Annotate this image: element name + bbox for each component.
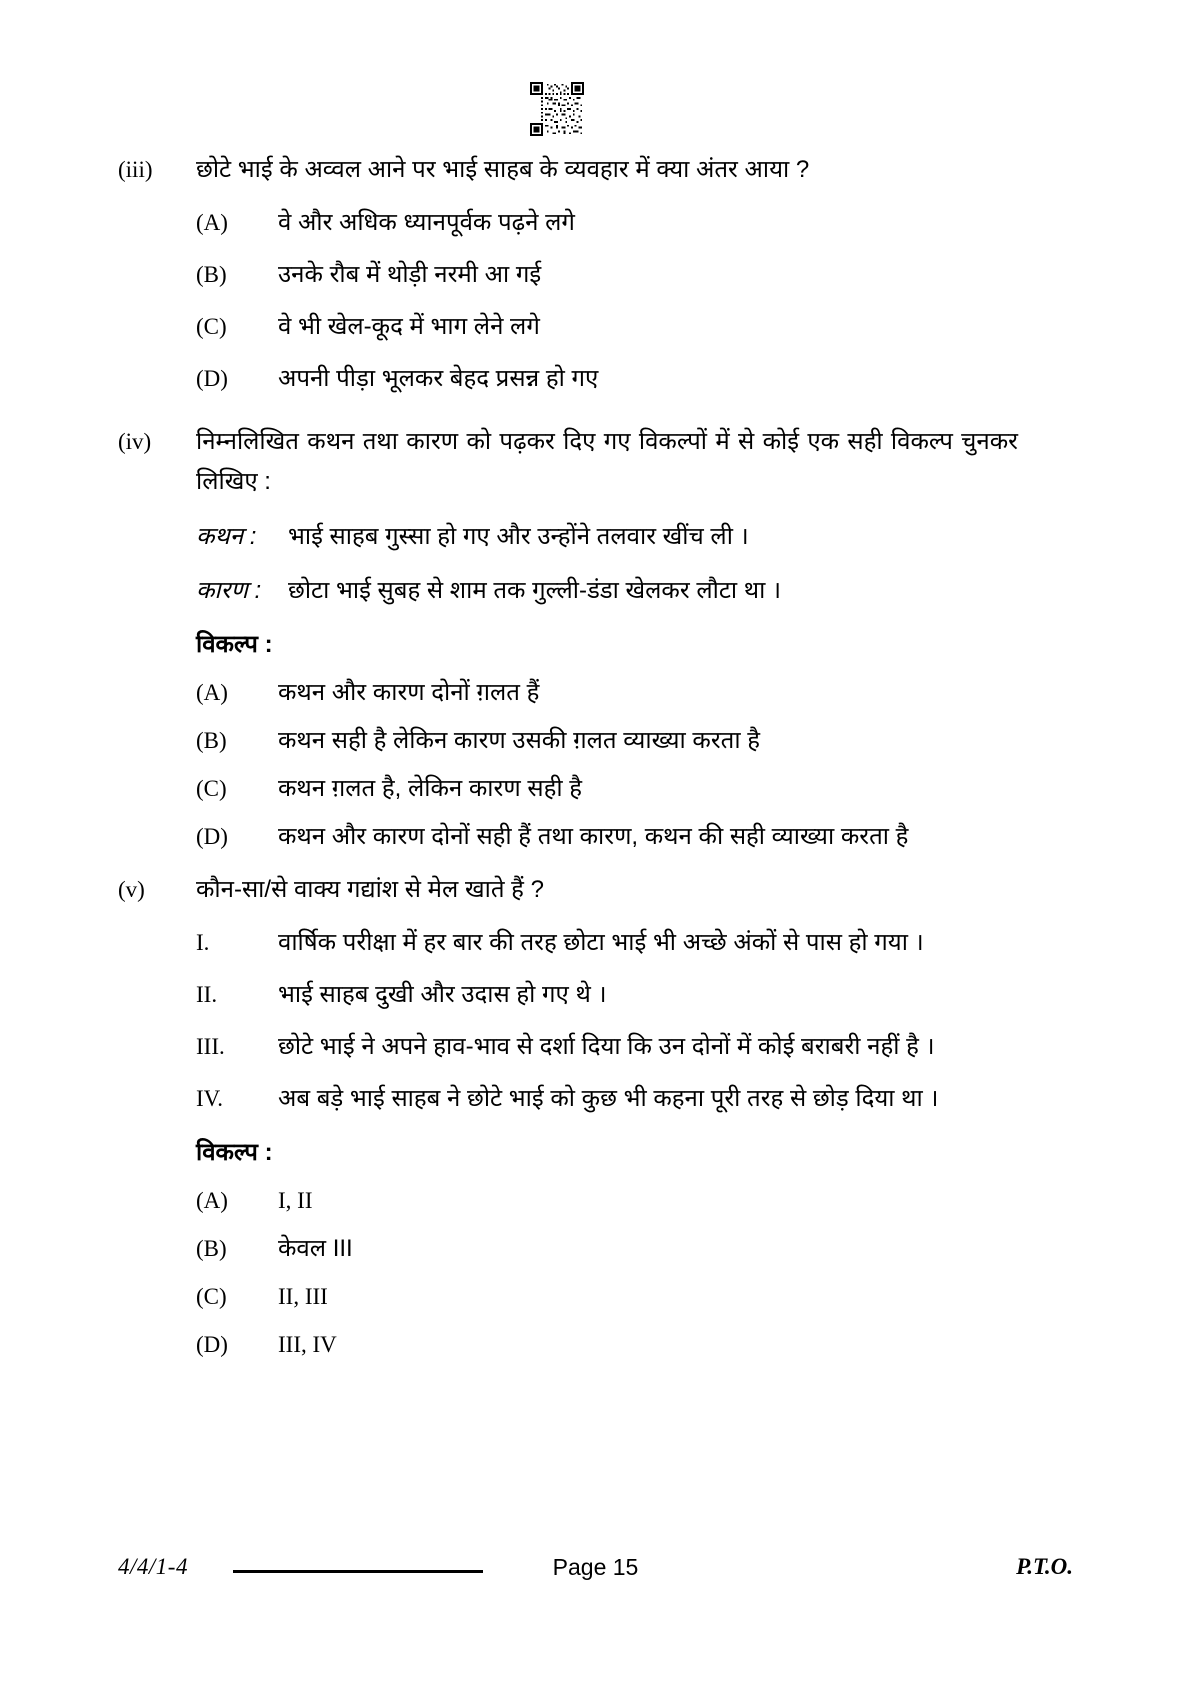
option-text: केवल III [278, 1235, 353, 1262]
question-text-iv: निम्नलिखित कथन तथा कारण को पढ़कर दिए गए विकल्पों में से कोई एक सही विकल्प चुनकर लिखिए : [196, 428, 1018, 495]
option-text: कथन और कारण दोनों सही हैं तथा कारण, कथन की सही व्याख्या करता है [278, 823, 909, 850]
qr-code-icon [530, 82, 584, 136]
spacer [118, 398, 1018, 422]
option-iv-a[interactable] [196, 674, 1018, 712]
question-block-iv [118, 422, 1018, 856]
option-label: (D) [196, 366, 228, 391]
statement-label: IV. [196, 1086, 224, 1111]
options-iii [196, 204, 1018, 398]
question-block-iii [118, 150, 1018, 398]
question-text-iii: छोटे भाई के अव्वल आने पर भाई साहब के व्यवहार में क्या अंतर आया ? [196, 156, 810, 183]
option-text: अपनी पीड़ा भूलकर बेहद प्रसन्न हो गए [278, 365, 599, 392]
assertion-label: कथन : [196, 523, 257, 550]
option-label: (A) [196, 210, 228, 235]
question-stem-iv [118, 422, 1018, 502]
question-text-v: कौन-सा/से वाक्य गद्यांश से मेल खाते हैं ? [196, 876, 544, 903]
options-heading-iv: विकल्प : [196, 631, 273, 658]
option-label: (A) [196, 680, 228, 705]
options-heading-v: विकल्प : [196, 1139, 273, 1166]
reason-label: कारण : [196, 577, 262, 604]
question-block-v [118, 870, 1018, 1364]
statement-v-2 [196, 976, 1018, 1014]
statement-v-3 [196, 1028, 1018, 1066]
option-label: (A) [196, 1188, 228, 1213]
question-number-iv: (iv) [118, 429, 152, 454]
statement-v-4 [196, 1080, 1018, 1118]
option-v-c[interactable] [196, 1278, 1018, 1316]
option-label: (B) [196, 1236, 227, 1261]
statement-text: छोटे भाई ने अपने हाव-भाव से दर्शा दिया कि उन दोनों में कोई बराबरी नहीं है । [278, 1033, 935, 1060]
option-iv-c[interactable] [196, 770, 1018, 808]
statement-text: भाई साहब दुखी और उदास हो गए थे । [278, 981, 607, 1008]
spacer [118, 856, 1018, 870]
statement-label: I. [196, 930, 210, 955]
option-iv-b[interactable] [196, 722, 1018, 760]
option-iii-d[interactable] [196, 360, 1018, 398]
statement-label: III. [196, 1034, 225, 1059]
paper-code: 4/4/1-4 [118, 1554, 188, 1579]
statements-v [196, 924, 1018, 1364]
question-content [118, 150, 1018, 1364]
option-label: (C) [196, 776, 227, 801]
option-iv-d[interactable] [196, 818, 1018, 856]
assertion-text: भाई साहब गुस्सा हो गए और उन्होंने तलवार खींच ली । [288, 523, 749, 550]
pto-label: P.T.O. [1016, 1554, 1073, 1579]
statement-text: वार्षिक परीक्षा में हर बार की तरह छोटा भाई भी अच्छे अंकों से पास हो गया । [278, 929, 924, 956]
option-text: II, III [278, 1284, 328, 1309]
option-label: (D) [196, 1332, 228, 1357]
option-text: कथन सही है लेकिन कारण उसकी ग़लत व्याख्या करता है [278, 727, 760, 754]
option-text: वे भी खेल-कूद में भाग लेने लगे [278, 313, 540, 340]
option-text: III, IV [278, 1332, 337, 1357]
option-text: वे और अधिक ध्यानपूर्वक पढ़ने लगे [278, 209, 575, 236]
question-stem-iii [118, 150, 1018, 190]
assertion-row [196, 518, 1018, 556]
option-iii-b[interactable] [196, 256, 1018, 294]
statement-v-1 [196, 924, 1018, 962]
option-text: कथन ग़लत है, लेकिन कारण सही है [278, 775, 582, 802]
page-footer [118, 1552, 1073, 1592]
option-text: उनके रौब में थोड़ी नरमी आ गई [278, 261, 542, 288]
question-number-v: (v) [118, 877, 145, 902]
page-number: Page 15 [552, 1554, 639, 1580]
option-label: (C) [196, 1284, 227, 1309]
option-v-d[interactable] [196, 1326, 1018, 1364]
statement-text: अब बड़े भाई साहब ने छोटे भाई को कुछ भी कहना पूरी तरह से छोड़ दिया था । [278, 1085, 939, 1112]
option-v-a[interactable] [196, 1182, 1018, 1220]
reason-row [196, 572, 1018, 610]
option-iii-a[interactable] [196, 204, 1018, 242]
question-number-iii: (iii) [118, 157, 153, 182]
option-v-b[interactable] [196, 1230, 1018, 1268]
option-iii-c[interactable] [196, 308, 1018, 346]
reason-text: छोटा भाई सुबह से शाम तक गुल्ली-डंडा खेलकर लौटा था । [288, 577, 782, 604]
option-label: (B) [196, 728, 227, 753]
assertion-reason-iv [196, 518, 1018, 856]
question-stem-v [118, 870, 1018, 910]
option-text: कथन और कारण दोनों ग़लत हैं [278, 679, 540, 706]
option-label: (B) [196, 262, 227, 287]
option-label: (C) [196, 314, 227, 339]
statement-label: II. [196, 982, 218, 1007]
option-label: (D) [196, 824, 228, 849]
option-text: I, II [278, 1188, 313, 1213]
